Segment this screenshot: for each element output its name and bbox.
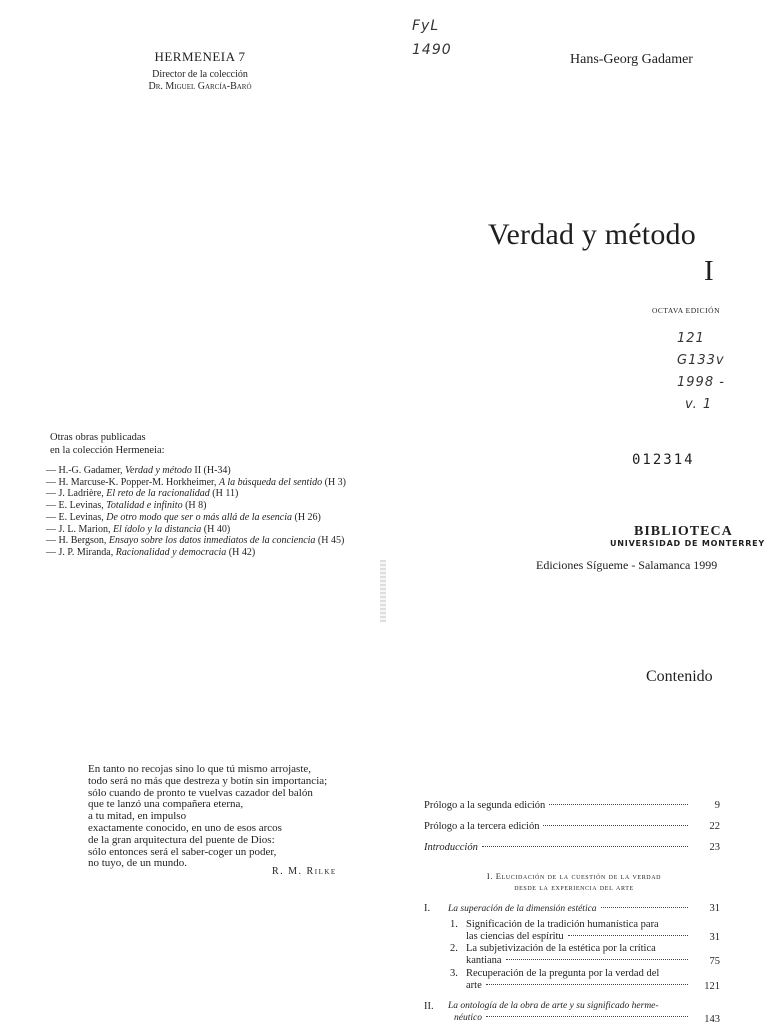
other-work-item: — H. Bergson, Ensayo sobre los datos inmediatos de la conciencia (H 45) <box>46 535 345 547</box>
poem-line: no tuyo, de un mundo. <box>88 857 187 870</box>
other-work-item: — E. Levinas, Totalidad e infinito (H 8) <box>46 500 207 512</box>
poem-line: de la gran arquitectura del puente de Dios: <box>88 833 275 846</box>
toc-section: II. La ontología de la obra de arte y su significado herme- néutico <box>424 1001 692 1024</box>
other-work-item: — J. L. Marion, El ídolo y la distancia (H 40) <box>46 523 231 535</box>
epigraph-poem <box>88 764 327 870</box>
book-author: Hans-Georg Gadamer <box>570 52 693 67</box>
other-works-header-line-1: Otras obras publicadas <box>50 432 146 443</box>
other-works-header-line-2: en la colección Hermeneia: <box>50 445 165 456</box>
poem-line: todo será no más que destreza y botín sin importancia; <box>88 774 328 787</box>
toc-page-number: 75 <box>709 956 720 967</box>
edition-label: OCTAVA EDICIÓN <box>652 306 721 315</box>
series-title: HERMENEIA 7 <box>154 49 246 64</box>
handwritten-note: FyL 1490 <box>412 18 452 58</box>
other-works-list <box>46 465 386 559</box>
toc-subsection: 1. Significación de la tradición humanística para las ciencias del espíritu <box>450 919 692 942</box>
poem-line: sólo cuando de pronto te vuelvas cazador del balón <box>88 786 313 799</box>
toc-page-number: 143 <box>704 1014 720 1025</box>
other-work-item: — E. Levinas, De otro modo que ser o más allá de la esencia (H 26) <box>46 511 321 523</box>
poem-line: que te lanzó una compañera eterna, <box>88 798 244 811</box>
book-title: Verdad y método <box>488 218 696 251</box>
contents-page <box>384 640 768 1024</box>
toc-page-number: 121 <box>704 981 720 992</box>
poem-line: En tanto no recojas sino lo que tú mismo arrojaste, <box>88 763 312 775</box>
toc-subsection: 2. La subjetivización de la estética por la crítica kantiana <box>450 943 692 966</box>
contents-heading: Contenido <box>646 668 713 685</box>
series-director-name: Dr. Miguel García-Baró <box>148 81 252 92</box>
epigraph-page <box>0 640 384 1024</box>
toc-subsection: 3. Recuperación de la pregunta por la verdad del arte <box>450 968 692 991</box>
book-volume: I <box>704 255 714 287</box>
other-work-item: — H.-G. Gadamer, Verdad y método II (H-34) <box>46 465 231 476</box>
poem-line: sólo entonces será el saber-coger un poder, <box>88 845 277 858</box>
call-number: 121 G133v 1998 - v. 1 <box>677 331 725 412</box>
publisher-line: Ediciones Sígueme - Salamanca 1999 <box>536 558 718 572</box>
poem-line: a tu mitad, en impulso <box>88 810 187 823</box>
library-stamp: BIBLIOTECA <box>634 524 733 539</box>
other-work-item: — H. Marcuse-K. Popper-M. Horkheimer, A la búsqueda del sentido (H 3) <box>46 476 346 488</box>
toc-entry: Prólogo a la segunda edición 9 <box>424 800 720 811</box>
table-of-contents <box>384 640 768 1024</box>
series-page <box>0 0 384 640</box>
poem-author: R. M. Rilke <box>272 866 337 877</box>
other-work-item: — J. P. Miranda, Racionalidad y democracia (H 42) <box>46 546 256 558</box>
toc-entry: Prólogo a la tercera edición 22 <box>424 821 720 832</box>
toc-page-number: 31 <box>709 932 720 943</box>
other-work-item: — J. Ladrière, El reto de la racionalidad (H 11) <box>46 488 239 500</box>
poem-line: exactamente conocido, en uno de esos arcos <box>88 821 282 834</box>
part-heading: I. Elucidación de la cuestión de la verdad desde la experiencia del arte <box>486 871 662 892</box>
accession-number: 012314 <box>632 452 695 468</box>
university-stamp: UNIVERSIDAD DE MONTERREY <box>610 539 766 548</box>
title-page <box>384 0 768 640</box>
series-director-label: Director de la colección <box>152 69 248 80</box>
toc-entry: Introducción 23 <box>424 842 720 853</box>
toc-section: I. La superación de la dimensión estética 31 <box>424 903 720 914</box>
other-works-header <box>50 431 165 457</box>
